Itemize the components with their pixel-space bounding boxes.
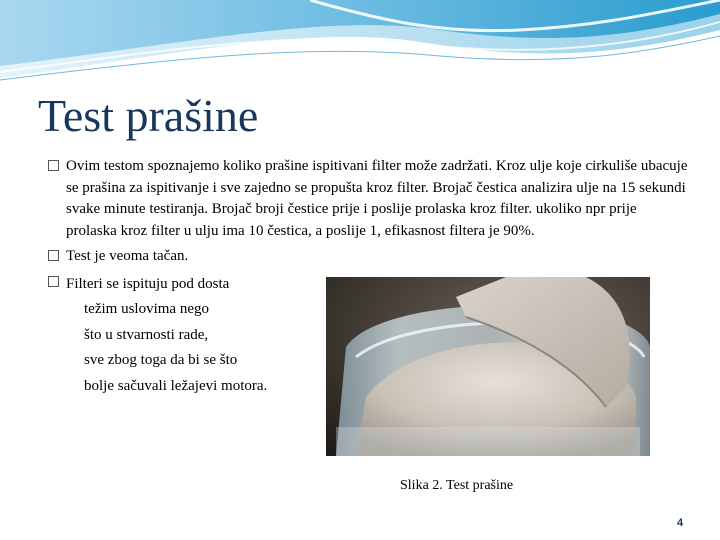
header-wave-decoration bbox=[0, 0, 720, 90]
dust-test-photo bbox=[326, 277, 650, 456]
bullet-text-line: bolje sačuvali ležajevi motora. bbox=[84, 377, 268, 394]
hollow-square-bullet-icon bbox=[48, 250, 59, 261]
bullet-text-line: sve zbog toga da bi se što bbox=[84, 352, 238, 368]
bullet-text-line: Filteri se ispituju pod dosta bbox=[66, 275, 230, 292]
bullet-item bbox=[48, 246, 688, 268]
page-number: 4 bbox=[677, 517, 684, 529]
bullet-text-line: težim uslovima nego bbox=[84, 301, 209, 317]
bullet-text: Test je veoma tačan. bbox=[66, 248, 189, 264]
bullet-text-line: što u stvarnosti rade, bbox=[84, 326, 209, 343]
hollow-square-bullet-icon bbox=[48, 160, 59, 171]
slide-title: Test prašine bbox=[38, 90, 259, 141]
hollow-square-bullet-icon bbox=[48, 276, 59, 287]
bullet-item bbox=[48, 156, 688, 242]
bullet-text: Ovim testom spoznajemo koliko prašine ispitivani filter može zadržati. Kroz ulje koje cirkuliše ubacuje se prašina za ispitivanje i sve zajedno se propušta kroz filter. Brojač čestica analizira ulje na 15 sekundi svake minute testiranja. Brojač broji čestice prije i poslije prolaska kroz filter. ukoliko npr prije prolaska kroz filter u ulju ima 10 čestica, a poslije 1, efikasnost filtera je 90%. bbox=[66, 158, 688, 239]
figure-caption: Slika 2. Test prašine bbox=[400, 478, 514, 493]
